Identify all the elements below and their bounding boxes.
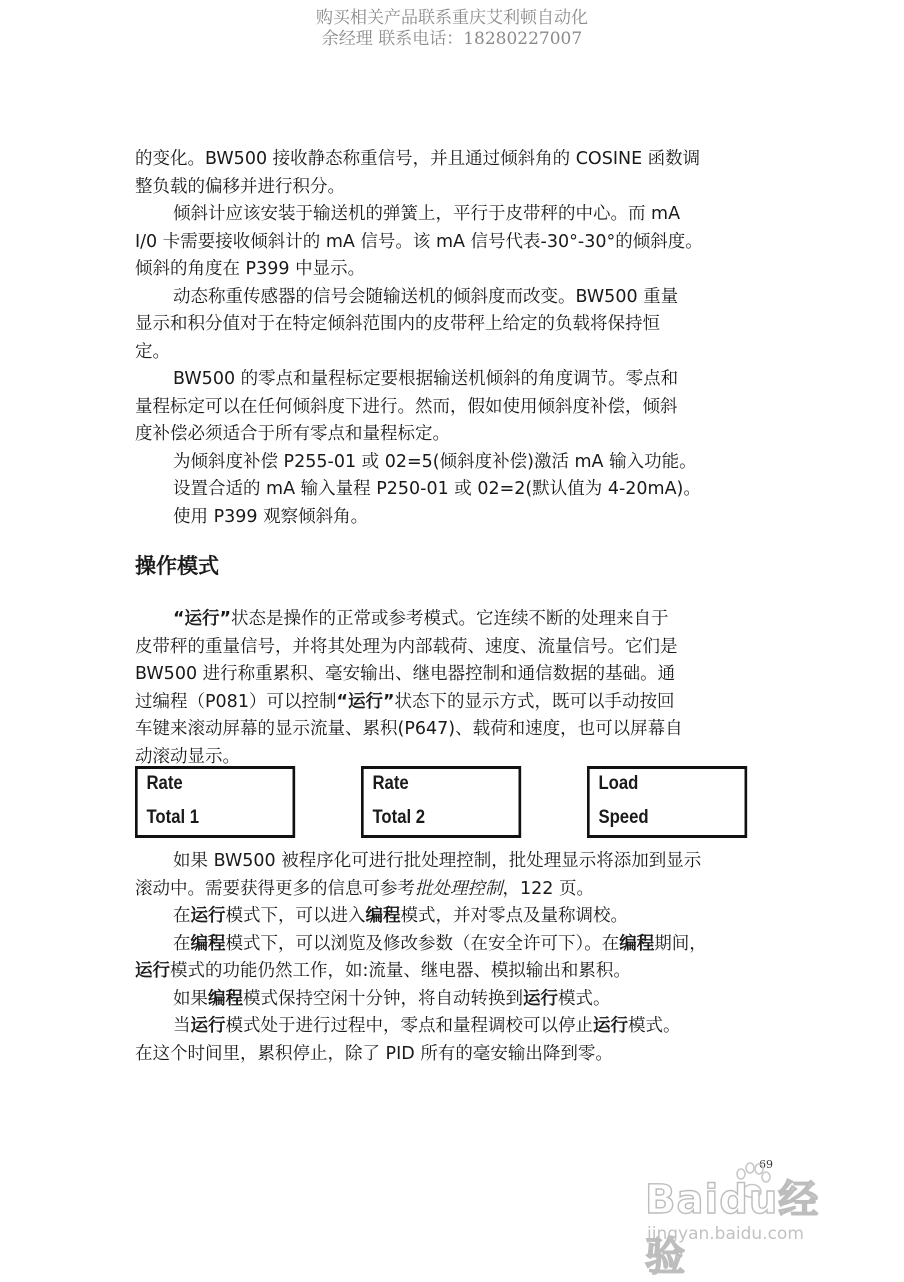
program-mode-paragraph <box>135 848 707 1068</box>
batch-control-reference: 批处理控制 <box>415 878 503 899</box>
lcd-line-1: Load <box>598 773 639 794</box>
lcd-display-load-speed <box>587 766 747 838</box>
text-line: 滚动中。需要获得更多的信息可参考批处理控制，122 页。 <box>135 878 594 899</box>
text-line: “运行”状态是操作的正常或参考模式。它连续不断的处理来自于 <box>173 609 669 629</box>
run-term: “运行” <box>173 609 232 629</box>
text-line: 定。 <box>135 341 170 362</box>
watermark-url: jingyan.baidu.com <box>647 1224 804 1244</box>
text-line: 为倾斜度补偿 P255-01 或 02=5(倾斜度补偿)激活 mA 输入功能。 <box>173 451 697 472</box>
run-term: “运行” <box>336 691 395 712</box>
text-line: 倾斜的角度在 P399 中显示。 <box>135 259 366 279</box>
text-line: 运行模式的功能仍然工作，如:流量、继电器、模拟输出和累积。 <box>135 961 631 981</box>
lcd-line-1: Rate <box>372 773 409 794</box>
text-line: 如果 BW500 被程序化可进行批处理控制，批处理显示将添加到显示 <box>173 851 702 871</box>
text-line: BW500 的零点和量程标定要根据输送机倾斜的角度调节。零点和 <box>173 369 679 389</box>
text-line: 车键来滚动屏幕的显示流量、累积(P647)、载荷和速度，也可以屏幕自 <box>135 719 683 739</box>
text-line: 过编程（P081）可以控制“运行”状态下的显示方式，既可以手动按回 <box>135 691 675 712</box>
lcd-line-2: Total 1 <box>146 807 200 828</box>
lcd-display-rate-total1 <box>135 766 295 838</box>
text-line: 整负载的偏移并进行积分。 <box>135 176 345 197</box>
header-line-1: 购买相关产品联系重庆艾利顿自动化 <box>316 8 588 28</box>
text-line: I/0 卡需要接收倾斜计的 mA 信号。该 mA 信号代表-30°-30°的倾斜度。 <box>135 231 703 252</box>
page-number: 69 <box>759 1158 773 1171</box>
text-line: 动滚动显示。 <box>135 746 240 767</box>
text-line: 如果编程模式保持空闲十分钟，将自动转换到运行模式。 <box>173 988 611 1009</box>
text-line: 的变化。BW500 接收静态称重信号，并且通过倾斜角的 COSINE 函数调 <box>135 149 701 169</box>
run-mode-paragraph <box>135 606 683 771</box>
text-line: 量程标定可以在任何倾斜度下进行。然而，假如使用倾斜度补偿，倾斜 <box>135 396 678 417</box>
lcd-line-2: Speed <box>598 807 649 828</box>
section-heading: 操作模式 <box>135 554 219 578</box>
display-examples <box>135 766 771 838</box>
text-line: 在运行模式下，可以进入编程模式，并对零点及量称调校。 <box>173 906 628 926</box>
text-line: 使用 P399 观察倾斜角。 <box>173 506 369 527</box>
header-line-2: 余经理 联系电话：18280227007 <box>321 29 583 49</box>
text-line: 度补偿必须适合于所有零点和量程标定。 <box>135 424 450 444</box>
tilt-compensation-paragraph <box>135 146 703 531</box>
text-line: 设置合适的 mA 输入量程 P250-01 或 02=2(默认值为 4-20mA)。 <box>173 479 701 499</box>
text-line: 动态称重传感器的信号会随输送机的倾斜度而改变。BW500 重量 <box>173 286 679 307</box>
text-line: 当运行模式处于进行过程中，零点和量程调校可以停止运行模式。 <box>173 1016 681 1036</box>
text-line: 倾斜计应该安装于输送机的弹簧上，平行于皮带秤的中心。而 mA <box>173 204 681 224</box>
lcd-line-1: Rate <box>146 773 183 794</box>
text-line: BW500 进行称重累积、毫安输出、继电器控制和通信数据的基础。通 <box>135 664 676 684</box>
page-header <box>0 8 904 50</box>
lcd-line-2: Total 2 <box>372 807 426 828</box>
text-line: 在编程模式下，可以浏览及修改参数（在安全许可下）。在编程期间， <box>173 933 707 954</box>
baidu-jingyan-watermark <box>645 1162 855 1280</box>
text-line: 在这个时间里，累积停止，除了 PID 所有的毫安输出降到零。 <box>135 1043 613 1064</box>
lcd-display-rate-total2 <box>361 766 521 838</box>
watermark-logo-text: Baidu经验 <box>645 1177 820 1280</box>
text-line: 皮带秤的重量信号，并将其处理为内部载荷、速度、流量信号。它们是 <box>135 636 678 657</box>
text-line: 显示和积分值对于在特定倾斜范围内的皮带秤上给定的负载将保持恒 <box>135 314 660 334</box>
